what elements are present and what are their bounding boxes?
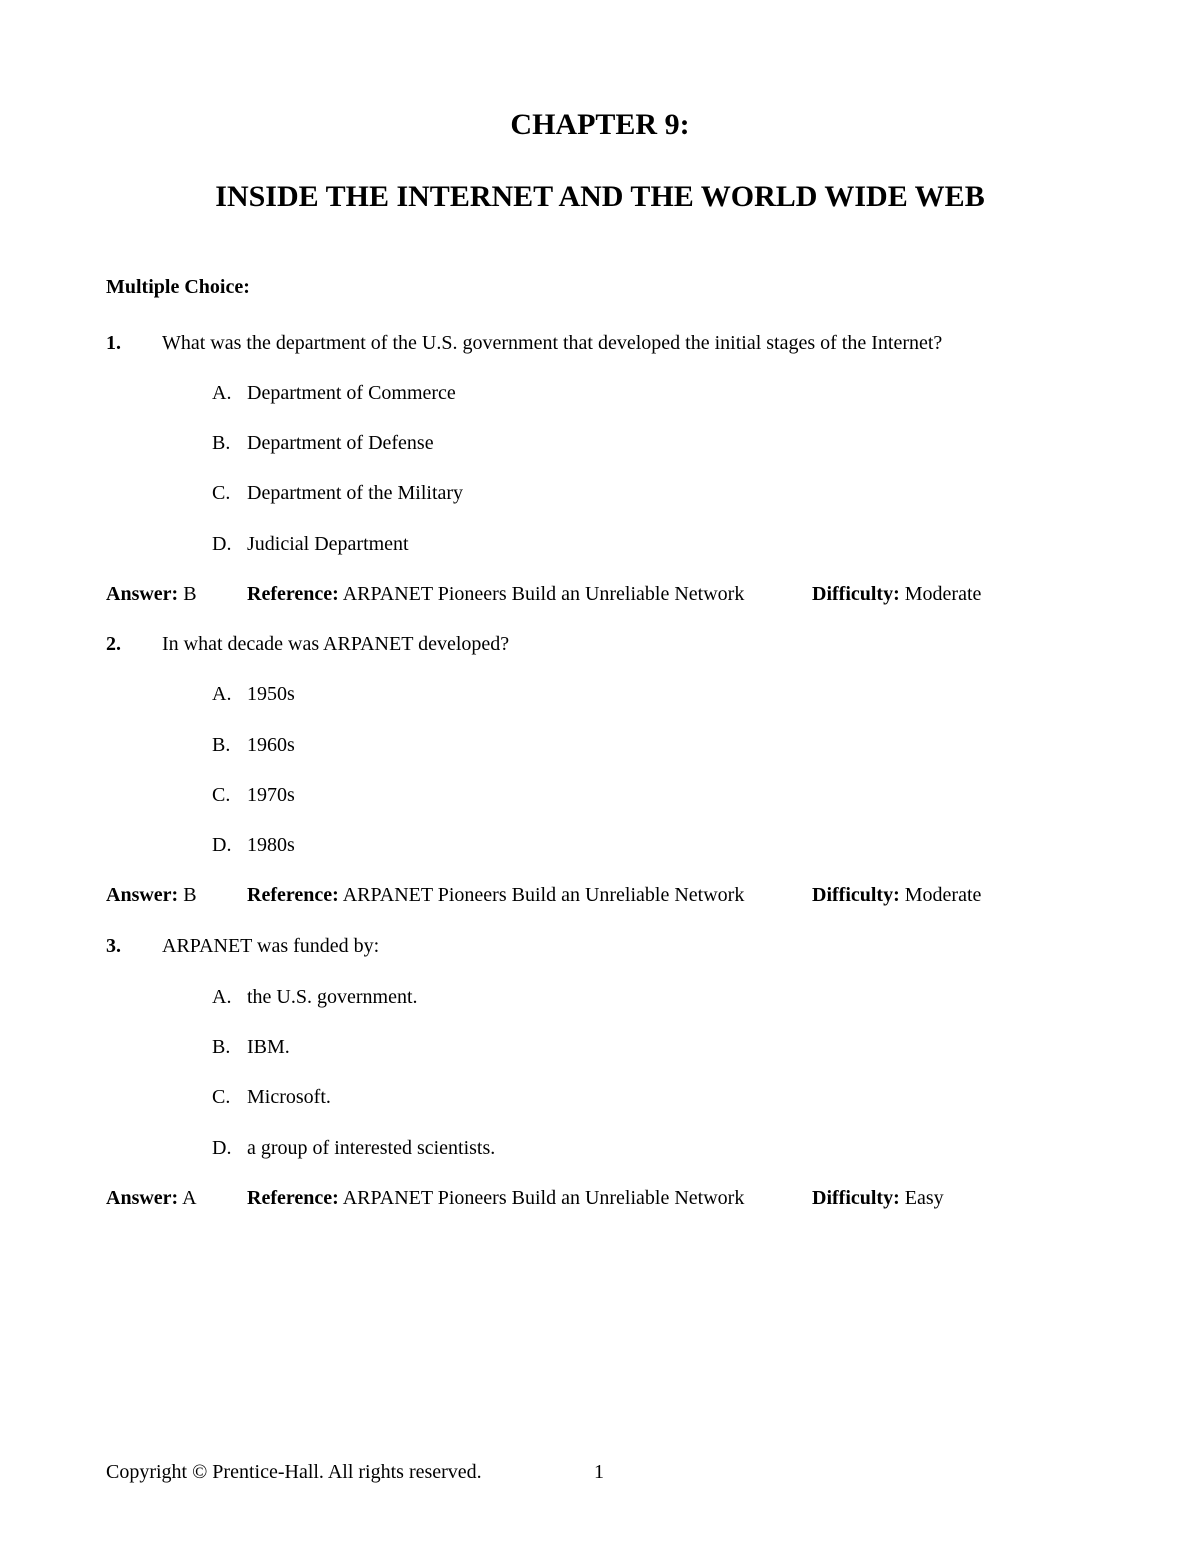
difficulty-value: Moderate [904, 583, 982, 605]
option-letter: B. [212, 432, 231, 454]
option-letter: C. [212, 784, 231, 806]
option-text: Department of Defense [247, 432, 434, 454]
difficulty-label: Difficulty: [812, 884, 900, 906]
option-c [0, 478, 1200, 508]
answer-value: B [183, 583, 197, 605]
option-text: Department of the Military [247, 482, 464, 504]
question-text: In what decade was ARPANET developed? [162, 633, 510, 655]
option-d [0, 830, 1200, 860]
option-b [0, 730, 1200, 760]
reference-label: Reference: [247, 884, 339, 906]
option-a [0, 982, 1200, 1012]
option-d [0, 529, 1200, 559]
answer-line [0, 880, 1200, 910]
option-b [0, 1032, 1200, 1062]
chapter-title: INSIDE THE INTERNET AND THE WORLD WIDE WEB [215, 180, 985, 213]
option-letter: C. [212, 1086, 231, 1108]
answer-value: B [183, 884, 197, 906]
answer-info [106, 1183, 197, 1213]
option-a [0, 378, 1200, 408]
question-text: What was the department of the U.S. government that developed the initial stages of the Internet? [162, 332, 943, 354]
option-text: 1980s [247, 834, 295, 856]
option-c [0, 1082, 1200, 1112]
question-text: ARPANET was funded by: [162, 935, 380, 957]
reference-info [247, 579, 744, 609]
question-number: 2. [106, 633, 121, 655]
option-letter: D. [212, 834, 232, 856]
difficulty-value: Moderate [904, 884, 982, 906]
reference-value: ARPANET Pioneers Build an Unreliable Network [342, 583, 745, 605]
option-letter: B. [212, 1036, 231, 1058]
option-b [0, 428, 1200, 458]
option-letter: D. [212, 533, 232, 555]
option-text: 1960s [247, 734, 295, 756]
option-letter: A. [212, 683, 232, 705]
difficulty-label: Difficulty: [812, 1187, 900, 1209]
difficulty-value: Easy [904, 1187, 944, 1209]
answer-label: Answer: [106, 583, 179, 605]
reference-info [247, 1183, 744, 1213]
answer-info [106, 579, 197, 609]
option-text: IBM. [247, 1036, 290, 1058]
option-letter: C. [212, 482, 231, 504]
question-line [0, 931, 1200, 961]
reference-label: Reference: [247, 1187, 339, 1209]
option-text: Judicial Department [247, 533, 409, 555]
answer-value: A [182, 1187, 197, 1209]
difficulty-info [812, 1183, 944, 1213]
option-letter: A. [212, 986, 232, 1008]
option-letter: A. [212, 382, 232, 404]
option-d [0, 1133, 1200, 1163]
reference-label: Reference: [247, 583, 339, 605]
reference-value: ARPANET Pioneers Build an Unreliable Network [342, 884, 745, 906]
option-c [0, 780, 1200, 810]
reference-info [247, 880, 744, 910]
copyright-footer: Copyright © Prentice-Hall. All rights reserved. [106, 1461, 482, 1483]
chapter-heading: CHAPTER 9: [510, 108, 690, 141]
option-a [0, 679, 1200, 709]
difficulty-label: Difficulty: [812, 583, 900, 605]
option-text: a group of interested scientists. [247, 1137, 496, 1159]
option-letter: D. [212, 1137, 232, 1159]
answer-line [0, 1183, 1200, 1213]
option-text: 1950s [247, 683, 295, 705]
question-number: 1. [106, 332, 121, 354]
option-letter: B. [212, 734, 231, 756]
section-label: Multiple Choice: [106, 276, 250, 298]
answer-label: Answer: [106, 884, 179, 906]
question-number: 3. [106, 935, 121, 957]
page-number: 1 [594, 1461, 604, 1483]
option-text: Department of Commerce [247, 382, 456, 404]
option-text: the U.S. government. [247, 986, 418, 1008]
answer-label: Answer: [106, 1187, 179, 1209]
difficulty-info [812, 880, 981, 910]
question-line [0, 328, 1200, 358]
question-line [0, 629, 1200, 659]
difficulty-info [812, 579, 981, 609]
answer-line [0, 579, 1200, 609]
option-text: 1970s [247, 784, 295, 806]
answer-info [106, 880, 197, 910]
option-text: Microsoft. [247, 1086, 331, 1108]
reference-value: ARPANET Pioneers Build an Unreliable Network [342, 1187, 745, 1209]
